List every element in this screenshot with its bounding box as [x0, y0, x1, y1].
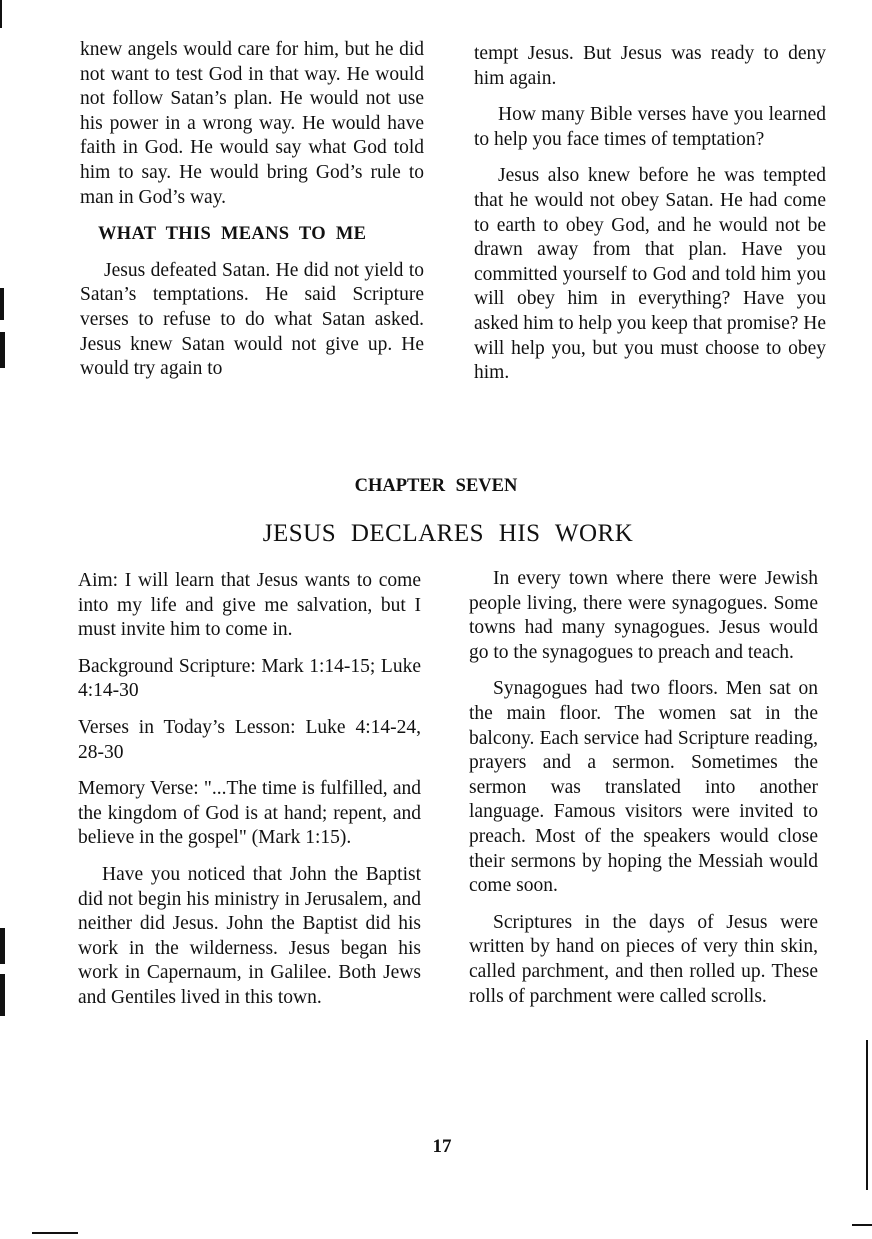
body-paragraph: Have you noticed that John the Baptist did not begin his ministry in Jerusalem, and neither did Jesus. John the Baptist did his work in the wilderness. Jesus began his work in Capernaum, in Galilee. Both Jews and Gentiles lived in this town.: [78, 863, 421, 1008]
left-column-bottom: [78, 569, 421, 1023]
body-paragraph: Jesus also knew before he was tempted that he would not obey Satan. He had come to earth to obey God, and he would not be drawn away from that plan. Have you committed yourself to God and told him you will obey him in everything? Have you asked him to help you keep that promise? He will help you, but you must choose to obey him.: [474, 165, 826, 384]
lesson-verses: Verses in Today’s Lesson: Luke 4:14-24, 28-30: [78, 716, 421, 763]
page-number: 17: [432, 1136, 452, 1157]
right-column-top: [474, 42, 826, 398]
body-paragraph: In every town where there were Jewish people living, there were synagogues. Some towns had many synagogues. Jesus would go to the synagogues to preach and teach.: [469, 568, 818, 663]
right-column-bottom: [469, 567, 818, 1021]
aim-text: Aim: I will learn that Jesus wants to come into my life and give me salvation, but I must invite him to come in.: [78, 570, 421, 641]
scan-mark: [0, 928, 5, 964]
body-paragraph: Scriptures in the days of Jesus were written by hand on pieces of very thin skin, called parchment, and then rolled up. These rolls of parchment were called scrolls.: [469, 911, 818, 1007]
left-column-top: [80, 38, 424, 394]
body-paragraph: How many Bible verses have you learned to help you face times of temptation?: [474, 104, 826, 150]
scan-mark: [0, 332, 5, 368]
scan-mark: [866, 1040, 868, 1190]
chapter-title: JESUS DECLARES HIS WORK: [262, 520, 634, 547]
chapter-label: CHAPTER SEVEN: [354, 476, 518, 496]
section-heading: WHAT THIS MEANS TO ME: [98, 224, 367, 245]
background-scripture: Background Scripture: Mark 1:14-15; Luke 4:14-30: [78, 655, 421, 702]
memory-verse: Memory Verse: "...The time is fulfilled, and the kingdom of God is at hand; repent, and believe in the gospel" (Mark 1:15).: [78, 778, 421, 849]
body-paragraph: knew angels would care for him, but he did not want to test God in that way. He would not follow Satan’s plan. He would not use his power in a wrong way. He would have faith in God. He would say what God told him to say. He would bring God’s rule to man in God’s way.: [80, 39, 424, 208]
scan-mark: [0, 288, 4, 320]
scan-mark: [852, 1224, 872, 1226]
body-paragraph: Synagogues had two floors. Men sat on the main floor. The women sat in the balcony. Each service had Scripture reading, prayers and a sermon. Sometimes the sermon was translated into another language. Famous visitors were invited to preach. Most of the speakers would close their sermons by hoping the Messiah would come soon.: [469, 678, 818, 897]
scan-mark: [0, 0, 2, 28]
scan-mark: [32, 1232, 78, 1234]
scan-mark: [0, 974, 5, 1016]
body-paragraph: Jesus defeated Satan. He did not yield to Satan’s temptations. He said Scripture verses to refuse to do what Satan asked. Jesus knew Satan would not give up. He would try again to: [80, 259, 424, 380]
body-paragraph: tempt Jesus. But Jesus was ready to deny him again.: [474, 43, 826, 89]
